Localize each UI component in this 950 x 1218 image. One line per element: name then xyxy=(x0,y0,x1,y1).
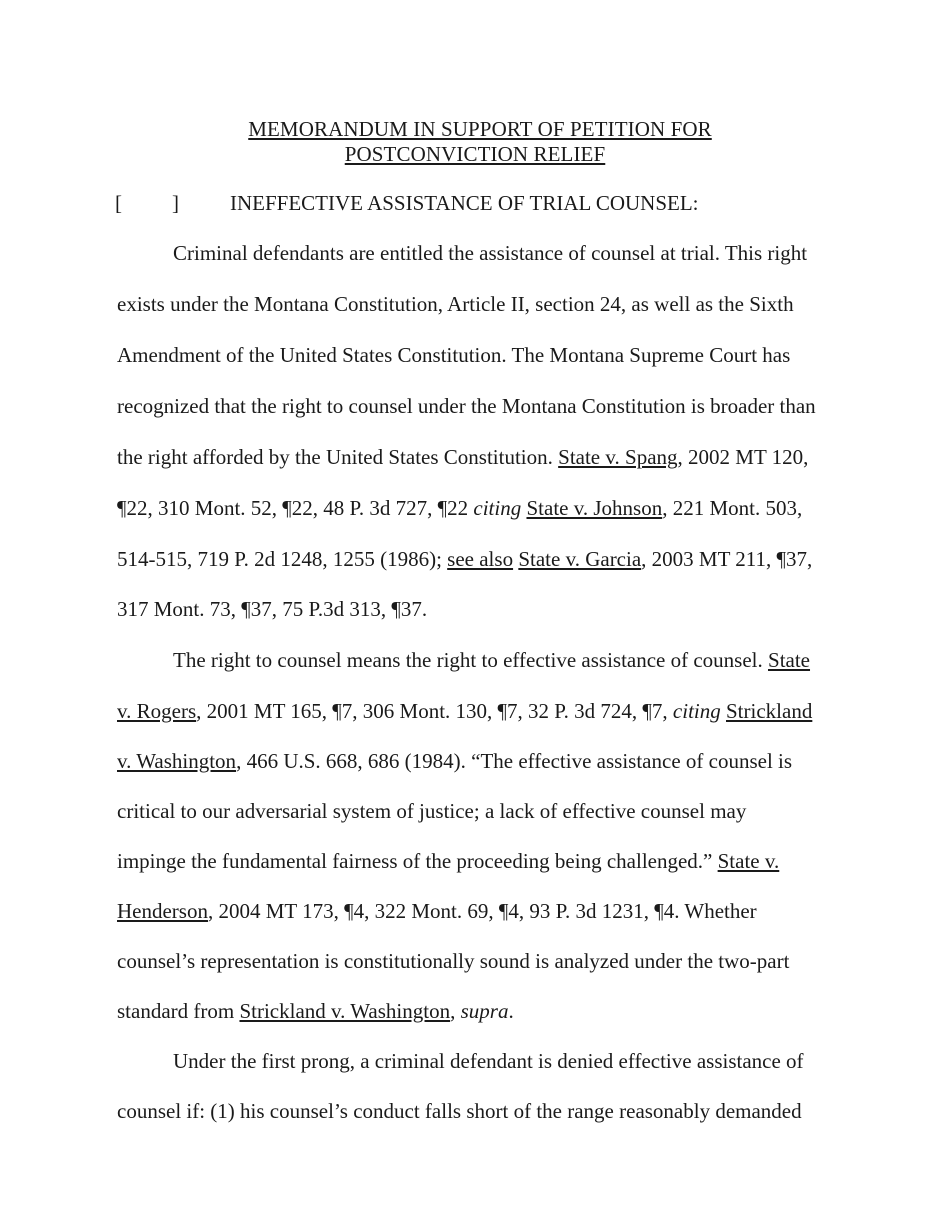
case-citation: Strickland v. Washington xyxy=(239,999,451,1023)
p2-line-3: v. Washington, 466 U.S. 668, 686 (1984). “The effective assistance of counsel is xyxy=(117,749,793,773)
p2-line-4: critical to our adversarial system of justice; a lack of effective counsel may xyxy=(117,799,747,823)
p2-line-7: counsel’s representation is constitutionally sound is analyzed under the two-part xyxy=(117,949,790,973)
p2-line-1: The right to counsel means the right to effective assistance of counsel. State xyxy=(173,648,811,672)
p1-line-2: exists under the Montana Constitution, Article II, section 24, as well as the Sixth xyxy=(117,292,794,316)
case-citation: State v. Spang xyxy=(558,445,678,469)
case-citation: State v. Johnson xyxy=(526,496,663,520)
p3-line-1: Under the first prong, a criminal defendant is denied effective assistance of xyxy=(173,1049,804,1073)
case-citation: v. Washington xyxy=(117,749,237,773)
p2-line-8: standard from Strickland v. Washington, supra. xyxy=(117,999,514,1023)
p1-line-8: 317 Mont. 73, ¶37, 75 P.3d 313, ¶37. xyxy=(117,597,428,621)
document-title-line-2: POSTCONVICTION RELIEF xyxy=(344,142,606,166)
p1-line-4: recognized that the right to counsel under the Montana Constitution is broader than xyxy=(117,394,816,418)
case-citation: Strickland xyxy=(726,699,813,723)
case-citation: State v. Garcia xyxy=(518,547,642,571)
section-heading-text: INEFFECTIVE ASSISTANCE OF TRIAL COUNSEL: xyxy=(230,191,699,215)
checkbox-bracket-close: ] xyxy=(172,191,179,215)
p1-line-5: the right afforded by the United States Constitution. State v. Spang, 2002 MT 120, xyxy=(117,445,809,469)
p2-line-6: Henderson, 2004 MT 173, ¶4, 322 Mont. 69, ¶4, 93 P. 3d 1231, ¶4. Whether xyxy=(117,899,757,923)
p2-line-2: v. Rogers, 2001 MT 165, ¶7, 306 Mont. 130, ¶7, 32 P. 3d 724, ¶7, citing Strickland xyxy=(117,699,813,723)
case-citation: State v. xyxy=(717,849,780,873)
checkbox-bracket-open: [ xyxy=(115,191,122,215)
case-citation: Henderson xyxy=(117,899,208,923)
p3-line-2: counsel if: (1) his counsel’s conduct falls short of the range reasonably demanded xyxy=(117,1099,802,1123)
p1-line-6: ¶22, 310 Mont. 52, ¶22, 48 P. 3d 727, ¶22 citing State v. Johnson, 221 Mont. 503, xyxy=(117,496,803,520)
p1-line-7: 514-515, 719 P. 2d 1248, 1255 (1986); see also State v. Garcia, 2003 MT 211, ¶37, xyxy=(117,547,813,571)
case-citation: State xyxy=(768,648,811,672)
p1-line-3: Amendment of the United States Constitution. The Montana Supreme Court has xyxy=(117,343,791,367)
p1-line-1: Criminal defendants are entitled the assistance of counsel at trial. This right xyxy=(173,241,808,265)
p2-line-5: impinge the fundamental fairness of the proceeding being challenged.” State v. xyxy=(117,849,780,873)
case-citation: v. Rogers xyxy=(117,699,197,723)
document-title-line-1: MEMORANDUM IN SUPPORT OF PETITION FOR xyxy=(248,117,712,141)
